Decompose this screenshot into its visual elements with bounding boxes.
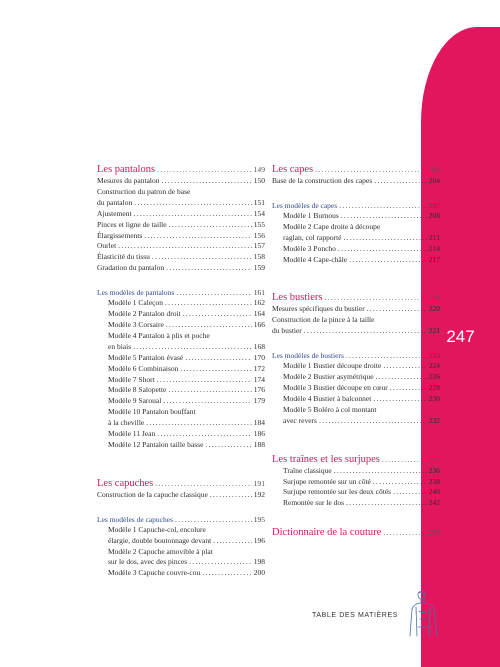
toc-entry[interactable]: Construction de la capuche classique . . . 192 — [97, 490, 265, 501]
toc-entry-line[interactable]: Modèle 1 Capuche-col, encolure — [108, 524, 206, 534]
page-number: 247 — [446, 327, 475, 346]
toc-entry[interactable]: Remontée sur le dos . . . 242 — [272, 498, 440, 509]
toc-entry[interactable]: Modèle 1 Bustier découpe droite . . . 224 — [272, 361, 440, 372]
toc-entry-line[interactable]: Modèle 5 Boléro à col montant — [283, 404, 377, 414]
dress-form-illustration — [404, 589, 442, 637]
toc-section-capuches — [97, 477, 265, 501]
toc-entry[interactable]: Modèle 4 Cape-châle . . . 217 — [272, 255, 440, 266]
toc-entry[interactable]: Modèle 3 Capuche couvre-cou . . . 200 — [97, 568, 265, 579]
toc-entry[interactable]: sur le dos, avec des pinces . . . 198 — [97, 557, 265, 568]
toc-subheading[interactable]: Les modèles de capes . . . 207 — [272, 200, 440, 211]
toc-entry-line[interactable]: Modèle 10 Pantalon bouffant — [108, 407, 196, 417]
toc-entry-line[interactable]: Construction de la pince à la taille — [272, 315, 375, 325]
toc-section-traines — [272, 453, 440, 510]
toc-entry[interactable]: Modèle 1 Burnous . . . 208 — [272, 211, 440, 222]
toc-entry[interactable]: Modèle 8 Salopette . . . 176 — [97, 385, 265, 396]
toc-heading[interactable]: Les pantalons . . . 149 — [97, 163, 265, 176]
toc-section-modeles-bustiers — [272, 350, 440, 426]
toc-entry[interactable]: Élargissements . . . 156 — [97, 231, 265, 242]
toc-entry[interactable]: Modèle 7 Short . . . 174 — [97, 375, 265, 386]
toc-heading[interactable]: Les capes . . . 203 — [272, 163, 440, 176]
toc-entry[interactable]: du pantalon . . . 151 — [97, 198, 265, 209]
toc-entry[interactable]: Modèle 3 Bustier découpe en cœur . . . 228 — [272, 383, 440, 394]
toc-entry[interactable]: Élasticité du tissu . . . 158 — [97, 252, 265, 263]
toc-entry[interactable]: Ourlet . . . 157 — [97, 241, 265, 252]
toc-subheading[interactable]: Les modèles de pantalons . . . 161 — [97, 287, 265, 298]
toc-left-column — [97, 163, 265, 579]
toc-entry[interactable]: Surjupe remontée sur un côté . . . 238 — [272, 477, 440, 488]
toc-entry[interactable]: en biais . . . 168 — [97, 342, 265, 353]
running-footer: TABLE DES MATIÈRES — [312, 612, 399, 619]
toc-entry[interactable]: du bustier . . . 221 — [272, 326, 440, 337]
toc-entry[interactable]: élargie, double boutonnage devant . . . 196 — [97, 536, 265, 547]
toc-entry[interactable]: Pinces et ligne de taille . . . 155 — [97, 220, 265, 231]
toc-entry[interactable]: Modèle 3 Corsaire . . . 166 — [97, 320, 265, 331]
toc-entry-line[interactable]: Modèle 4 Pantalon à plis et poche — [108, 330, 210, 340]
toc-entry[interactable]: Modèle 4 Bustier à balconnet . . . 230 — [272, 394, 440, 405]
toc-heading[interactable]: Dictionnaire de la couture . . . 244 — [272, 526, 440, 539]
toc-right-column — [272, 163, 440, 539]
toc-entry[interactable]: Modèle 11 Jean . . . 186 — [97, 429, 265, 440]
toc-entry[interactable]: Traîne classique . . . 236 — [272, 466, 440, 477]
toc-section-pantalons — [97, 163, 265, 274]
toc-entry[interactable]: Surjupe remontée sur les deux côtés . . . 240 — [272, 487, 440, 498]
toc-subheading[interactable]: Les modèles de capuches . . . 195 — [97, 514, 265, 525]
toc-entry[interactable]: Modèle 1 Caleçon . . . 162 — [97, 298, 265, 309]
toc-section-capes — [272, 163, 440, 187]
toc-entry[interactable]: Modèle 3 Poncho . . . 214 — [272, 244, 440, 255]
toc-entry[interactable]: Modèle 5 Pantalon évasé . . . 170 — [97, 353, 265, 364]
toc-entry[interactable]: Modèle 12 Pantalon taille basse . . . 188 — [97, 440, 265, 451]
toc-subheading[interactable]: Les modèles de bustiers . . . 223 — [272, 350, 440, 361]
toc-entry[interactable]: Ajustement . . . 154 — [97, 209, 265, 220]
toc-entry[interactable]: avec revers . . . 232 — [272, 416, 440, 427]
toc-heading[interactable]: Les capuches . . . 191 — [97, 477, 265, 490]
toc-section-dictionnaire — [272, 526, 440, 539]
toc-entry-line[interactable]: Modèle 2 Cape droite à découpe — [283, 221, 381, 231]
toc-entry[interactable]: à la cheville . . . 184 — [97, 418, 265, 429]
toc-heading[interactable]: Les traînes et les surjupes . . . 235 — [272, 453, 440, 466]
toc-entry[interactable]: Mesures spécifiques du bustier . . . 220 — [272, 304, 440, 315]
toc-section-modeles-capuches — [97, 514, 265, 580]
toc-entry[interactable]: Modèle 9 Saroual . . . 179 — [97, 396, 265, 407]
toc-entry-line[interactable]: Modèle 2 Capuche amovible à plat — [108, 546, 213, 556]
toc-entry[interactable]: Modèle 2 Pantalon droit . . . 164 — [97, 309, 265, 320]
toc-entry[interactable]: Base de la construction des capes . . . 204 — [272, 176, 440, 187]
toc-section-modeles-pantalons — [97, 287, 265, 451]
toc-entry[interactable]: Modèle 6 Combinaison . . . 172 — [97, 364, 265, 375]
toc-entry[interactable]: Gradation du pantalon . . . 159 — [97, 263, 265, 274]
toc-heading[interactable]: Les bustiers . . . 219 — [272, 291, 440, 304]
toc-entry[interactable]: Mesures du pantalon . . . 150 — [97, 176, 265, 187]
toc-entry-line[interactable]: Construction du patron de base — [97, 186, 191, 196]
toc-entry[interactable]: raglan, col rapporté . . . 211 — [272, 233, 440, 244]
toc-section-modeles-capes — [272, 200, 440, 266]
toc-section-bustiers — [272, 291, 440, 337]
toc-entry[interactable]: Modèle 2 Bustier asymétrique . . . 226 — [272, 372, 440, 383]
